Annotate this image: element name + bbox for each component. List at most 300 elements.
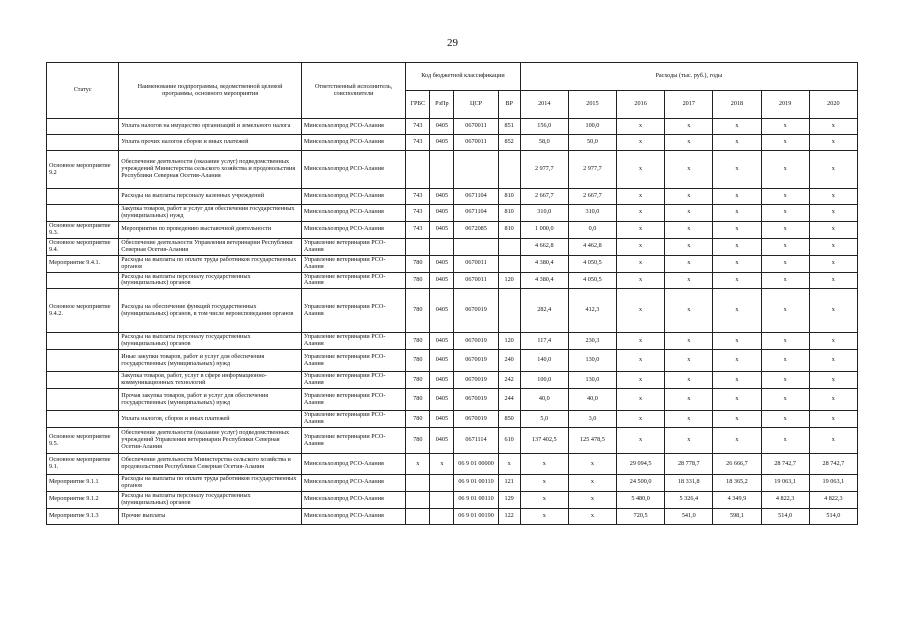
rzpr-cell: 0405 <box>430 428 454 454</box>
year-value-cell: x <box>617 189 665 205</box>
year-value-cell: 1 000,0 <box>520 221 568 238</box>
year-value-cell: x <box>809 333 857 350</box>
year-value-cell: x <box>617 205 665 222</box>
vr-cell: 120 <box>498 333 520 350</box>
year-value-cell: x <box>713 119 761 135</box>
year-value-cell: 230,3 <box>568 333 616 350</box>
rzpr-cell: 0405 <box>430 333 454 350</box>
vr-cell: 129 <box>498 491 520 508</box>
table-row <box>47 255 858 272</box>
rzpr-cell: 0405 <box>430 189 454 205</box>
name-cell: Обеспечение деятельности Министерства сельского хозяйства и продовольствия Республики Северная Осетия-Алания <box>119 454 302 475</box>
name-cell: Закупка товаров, работ, услуг в сфере информационно-коммуникационных технологий <box>119 372 302 389</box>
year-value-cell: 5,0 <box>520 411 568 428</box>
vr-cell: 120 <box>498 272 520 289</box>
year-value-cell: x <box>761 272 809 289</box>
year-value-cell: x <box>761 151 809 189</box>
year-value-cell: x <box>761 221 809 238</box>
rzpr-cell <box>430 238 454 255</box>
csr-cell: 0670011 <box>454 119 498 135</box>
responsible-cell: Минсельхозпрод РСО-Алания <box>301 205 405 222</box>
responsible-cell: Минсельхозпрод РСО-Алания <box>301 454 405 475</box>
name-cell: Прочая закупка товаров, работ и услуг для обеспечения государственных (муниципальных) нужд <box>119 389 302 411</box>
year-value-cell: x <box>713 272 761 289</box>
year-value-cell: 137 402,5 <box>520 428 568 454</box>
grbs-cell: 780 <box>406 372 430 389</box>
year-value-cell: x <box>568 454 616 475</box>
year-value-cell: 514,0 <box>809 508 857 524</box>
year-value-cell: x <box>665 221 713 238</box>
responsible-cell: Минсельхозпрод РСО-Алания <box>301 491 405 508</box>
year-value-cell: x <box>809 135 857 151</box>
year-value-cell: 412,3 <box>568 289 616 333</box>
vr-cell: 122 <box>498 508 520 524</box>
csr-cell: 0671104 <box>454 205 498 222</box>
year-value-cell: x <box>809 428 857 454</box>
year-value-cell: x <box>617 411 665 428</box>
grbs-cell: 780 <box>406 333 430 350</box>
header-year: 2018 <box>713 91 761 119</box>
rzpr-cell: x <box>430 454 454 475</box>
year-value-cell: 130,0 <box>568 372 616 389</box>
year-value-cell: x <box>761 255 809 272</box>
header-code-group: Код бюджетной классификации <box>406 63 520 91</box>
csr-cell: 06 9 01 00110 <box>454 491 498 508</box>
grbs-cell <box>406 151 430 189</box>
name-cell: Расходы на выплаты персоналу государственных (муниципальных) органов <box>119 272 302 289</box>
year-value-cell: x <box>617 255 665 272</box>
year-value-cell: x <box>520 454 568 475</box>
rzpr-cell: 0405 <box>430 135 454 151</box>
name-cell: Иные закупки товаров, работ и услуг для обеспечения государственных (муниципальных) нужд <box>119 350 302 372</box>
csr-cell: 0670011 <box>454 255 498 272</box>
responsible-cell: Управление ветеринарии РСО-Алания <box>301 238 405 255</box>
year-value-cell: x <box>713 428 761 454</box>
year-value-cell: x <box>665 372 713 389</box>
year-value-cell: 140,0 <box>520 350 568 372</box>
vr-cell: 121 <box>498 475 520 492</box>
year-value-cell: x <box>809 238 857 255</box>
responsible-cell: Минсельхозпрод РСО-Алания <box>301 221 405 238</box>
name-cell: Расходы на выплаты персоналу казенных учреждений <box>119 189 302 205</box>
status-cell <box>47 135 119 151</box>
year-value-cell: x <box>713 189 761 205</box>
year-value-cell: x <box>713 389 761 411</box>
name-cell: Закупка товаров, работ и услуг для обеспечения государственных (муниципальных) нужд <box>119 205 302 222</box>
year-value-cell: 130,0 <box>568 350 616 372</box>
year-value-cell: x <box>713 221 761 238</box>
grbs-cell <box>406 491 430 508</box>
name-cell: Прочие выплаты <box>119 508 302 524</box>
year-value-cell: 4 662,8 <box>520 238 568 255</box>
grbs-cell: 780 <box>406 289 430 333</box>
status-cell: Основное мероприятие 9.5. <box>47 428 119 454</box>
rzpr-cell: 0405 <box>430 350 454 372</box>
name-cell: Расходы на выплаты по оплате труда работников государственных органов <box>119 255 302 272</box>
csr-cell: 06 9 01 00110 <box>454 475 498 492</box>
year-value-cell: x <box>761 238 809 255</box>
rzpr-cell: 0405 <box>430 221 454 238</box>
table-body <box>47 119 858 525</box>
year-value-cell: x <box>761 428 809 454</box>
year-value-cell: x <box>568 491 616 508</box>
year-value-cell: x <box>665 350 713 372</box>
csr-cell: 0670019 <box>454 350 498 372</box>
grbs-cell <box>406 238 430 255</box>
year-value-cell: 4 050,5 <box>568 272 616 289</box>
vr-cell: 242 <box>498 372 520 389</box>
table-row <box>47 135 858 151</box>
year-value-cell: 100,0 <box>520 372 568 389</box>
vr-cell: x <box>498 454 520 475</box>
csr-cell: 0670019 <box>454 289 498 333</box>
year-value-cell: x <box>568 508 616 524</box>
csr-cell <box>454 238 498 255</box>
year-value-cell: x <box>809 372 857 389</box>
year-value-cell: x <box>665 411 713 428</box>
year-value-cell: 2 667,7 <box>568 189 616 205</box>
vr-cell: 610 <box>498 428 520 454</box>
status-cell <box>47 205 119 222</box>
year-value-cell: x <box>665 135 713 151</box>
year-value-cell: 282,4 <box>520 289 568 333</box>
name-cell: Уплата налогов на имущество организаций и земельного налога <box>119 119 302 135</box>
year-value-cell: x <box>665 189 713 205</box>
year-value-cell: x <box>665 151 713 189</box>
responsible-cell: Минсельхозпрод РСО-Алания <box>301 151 405 189</box>
year-value-cell: 24 500,0 <box>617 475 665 492</box>
csr-cell: 0670011 <box>454 272 498 289</box>
name-cell: Обеспечение деятельности (оказание услуг) подведомственных учреждений Управления ветеринарии Республики Северная Осетия-Алания <box>119 428 302 454</box>
year-value-cell: x <box>809 255 857 272</box>
csr-cell: 0670019 <box>454 333 498 350</box>
year-value-cell: x <box>713 238 761 255</box>
year-value-cell: 29 094,5 <box>617 454 665 475</box>
year-value-cell: 310,0 <box>568 205 616 222</box>
header-csr: ЦСР <box>454 91 498 119</box>
year-value-cell: x <box>713 255 761 272</box>
responsible-cell: Минсельхозпрод РСО-Алания <box>301 508 405 524</box>
rzpr-cell: 0405 <box>430 205 454 222</box>
year-value-cell: 720,5 <box>617 508 665 524</box>
rzpr-cell: 0405 <box>430 411 454 428</box>
year-value-cell: 18 331,8 <box>665 475 713 492</box>
responsible-cell: Управление ветеринарии РСО-Алания <box>301 272 405 289</box>
year-value-cell: x <box>761 205 809 222</box>
year-value-cell: 4 349,9 <box>713 491 761 508</box>
status-cell <box>47 350 119 372</box>
csr-cell: 0671114 <box>454 428 498 454</box>
responsible-cell: Управление ветеринарии РСО-Алания <box>301 350 405 372</box>
grbs-cell: 780 <box>406 255 430 272</box>
status-cell: Мероприятие 9.1.1 <box>47 475 119 492</box>
year-value-cell: x <box>617 238 665 255</box>
status-cell: Основное мероприятие 9.2 <box>47 151 119 189</box>
table-row <box>47 372 858 389</box>
year-value-cell: 514,0 <box>761 508 809 524</box>
responsible-cell: Управление ветеринарии РСО-Алания <box>301 333 405 350</box>
csr-cell: 06 9 01 00190 <box>454 508 498 524</box>
year-value-cell: x <box>809 205 857 222</box>
grbs-cell: 743 <box>406 221 430 238</box>
year-value-cell: x <box>520 508 568 524</box>
year-value-cell: x <box>809 151 857 189</box>
table-row <box>47 475 858 492</box>
year-value-cell: 4 822,3 <box>809 491 857 508</box>
year-value-cell: x <box>713 205 761 222</box>
year-value-cell: 2 977,7 <box>568 151 616 189</box>
rzpr-cell: 0405 <box>430 372 454 389</box>
year-value-cell: x <box>761 135 809 151</box>
year-value-cell: x <box>617 389 665 411</box>
header-year: 2017 <box>665 91 713 119</box>
year-value-cell: x <box>568 475 616 492</box>
header-expense-group: Расходы (тыс. руб.), годы <box>520 63 857 91</box>
grbs-cell: 780 <box>406 350 430 372</box>
responsible-cell: Управление ветеринарии РСО-Алания <box>301 411 405 428</box>
rzpr-cell <box>430 475 454 492</box>
csr-cell: 0670019 <box>454 372 498 389</box>
year-value-cell: 40,0 <box>520 389 568 411</box>
status-cell: Основное мероприятие 9.4.2. <box>47 289 119 333</box>
rzpr-cell <box>430 151 454 189</box>
year-value-cell: x <box>665 333 713 350</box>
vr-cell: 851 <box>498 119 520 135</box>
year-value-cell: 58,0 <box>520 135 568 151</box>
year-value-cell: 100,0 <box>568 119 616 135</box>
year-value-cell: 4 380,4 <box>520 272 568 289</box>
vr-cell: 810 <box>498 221 520 238</box>
year-value-cell: x <box>761 333 809 350</box>
year-value-cell: 2 977,7 <box>520 151 568 189</box>
csr-cell: 0670019 <box>454 411 498 428</box>
rzpr-cell: 0405 <box>430 289 454 333</box>
vr-cell: 850 <box>498 411 520 428</box>
year-value-cell: 40,0 <box>568 389 616 411</box>
year-value-cell: x <box>665 238 713 255</box>
name-cell: Расходы на выплаты персоналу государственных (муниципальных) органов <box>119 491 302 508</box>
year-value-cell: x <box>809 272 857 289</box>
status-cell <box>47 272 119 289</box>
year-value-cell: 28 778,7 <box>665 454 713 475</box>
responsible-cell: Минсельхозпрод РСО-Алания <box>301 119 405 135</box>
responsible-cell: Управление ветеринарии РСО-Алания <box>301 255 405 272</box>
grbs-cell: 780 <box>406 272 430 289</box>
status-cell <box>47 389 119 411</box>
year-value-cell: x <box>617 372 665 389</box>
rzpr-cell <box>430 508 454 524</box>
responsible-cell: Управление ветеринарии РСО-Алания <box>301 289 405 333</box>
responsible-cell: Управление ветеринарии РСО-Алания <box>301 428 405 454</box>
year-value-cell: x <box>809 189 857 205</box>
responsible-cell: Минсельхозпрод РСО-Алания <box>301 475 405 492</box>
year-value-cell: x <box>809 389 857 411</box>
year-value-cell: x <box>761 350 809 372</box>
grbs-cell: 780 <box>406 389 430 411</box>
year-value-cell: 18 365,2 <box>713 475 761 492</box>
csr-cell: 0670011 <box>454 135 498 151</box>
header-rzpr: РзПр <box>430 91 454 119</box>
table-row <box>47 221 858 238</box>
header-year: 2019 <box>761 91 809 119</box>
name-cell: Обеспечение деятельности (оказание услуг) подведомственных учреждений Министерства сельского хозяйства и продовольствия Республики Северная Осетия-Алания <box>119 151 302 189</box>
table-row <box>47 205 858 222</box>
csr-cell: 06 9 01 00000 <box>454 454 498 475</box>
header-vr: ВР <box>498 91 520 119</box>
responsible-cell: Управление ветеринарии РСО-Алания <box>301 389 405 411</box>
rzpr-cell: 0405 <box>430 255 454 272</box>
table-row <box>47 491 858 508</box>
name-cell: Расходы на выплаты персоналу государственных (муниципальных) органов <box>119 333 302 350</box>
table-row <box>47 151 858 189</box>
year-value-cell: 310,0 <box>520 205 568 222</box>
year-value-cell: x <box>665 205 713 222</box>
year-value-cell: x <box>713 289 761 333</box>
table-row <box>47 428 858 454</box>
table-row <box>47 508 858 524</box>
year-value-cell: x <box>809 119 857 135</box>
table-row <box>47 289 858 333</box>
year-value-cell: 28 742,7 <box>809 454 857 475</box>
year-value-cell: 4 050,5 <box>568 255 616 272</box>
grbs-cell: 780 <box>406 411 430 428</box>
year-value-cell: x <box>665 272 713 289</box>
responsible-cell: Минсельхозпрод РСО-Алания <box>301 135 405 151</box>
year-value-cell: x <box>617 151 665 189</box>
table-row <box>47 238 858 255</box>
grbs-cell: x <box>406 454 430 475</box>
year-value-cell: x <box>713 411 761 428</box>
header-grbs: ГРБС <box>406 91 430 119</box>
year-value-cell: x <box>617 350 665 372</box>
status-cell: Основное мероприятие 9.1. <box>47 454 119 475</box>
year-value-cell: x <box>713 333 761 350</box>
year-value-cell: x <box>617 333 665 350</box>
year-value-cell: x <box>761 189 809 205</box>
year-value-cell: x <box>520 491 568 508</box>
grbs-cell: 743 <box>406 189 430 205</box>
header-year: 2016 <box>617 91 665 119</box>
year-value-cell: 4 462,8 <box>568 238 616 255</box>
header-year: 2014 <box>520 91 568 119</box>
vr-cell <box>498 238 520 255</box>
header-status: Статус <box>47 63 119 119</box>
header-name: Наименование подпрограммы, ведомственной целевой программы, основного мероприятия <box>119 63 302 119</box>
year-value-cell: 19 063,1 <box>761 475 809 492</box>
status-cell: Мероприятие 9.1.3 <box>47 508 119 524</box>
rzpr-cell: 0405 <box>430 389 454 411</box>
year-value-cell: x <box>713 135 761 151</box>
year-value-cell: 5 480,0 <box>617 491 665 508</box>
year-value-cell: 19 063,1 <box>809 475 857 492</box>
name-cell: Обеспечение деятельности Управления ветеринарии Республики Северная Осетия-Алания <box>119 238 302 255</box>
status-cell <box>47 189 119 205</box>
table-row <box>47 350 858 372</box>
year-value-cell: 125 478,5 <box>568 428 616 454</box>
rzpr-cell: 0405 <box>430 119 454 135</box>
year-value-cell: 2 667,7 <box>520 189 568 205</box>
year-value-cell: x <box>665 255 713 272</box>
year-value-cell: 0,0 <box>568 221 616 238</box>
table-row <box>47 119 858 135</box>
csr-cell <box>454 151 498 189</box>
year-value-cell: x <box>617 119 665 135</box>
rzpr-cell: 0405 <box>430 272 454 289</box>
name-cell: Расходы на выплаты по оплате труда работников государственных органов <box>119 475 302 492</box>
year-value-cell: x <box>761 372 809 389</box>
year-value-cell: x <box>761 289 809 333</box>
year-value-cell: x <box>665 428 713 454</box>
grbs-cell: 780 <box>406 428 430 454</box>
csr-cell: 0672085 <box>454 221 498 238</box>
table-row <box>47 389 858 411</box>
status-cell: Основное мероприятие 9.4. <box>47 238 119 255</box>
year-value-cell: 156,0 <box>520 119 568 135</box>
page-number: 29 <box>447 37 458 49</box>
year-value-cell: 541,0 <box>665 508 713 524</box>
status-cell <box>47 333 119 350</box>
status-cell <box>47 411 119 428</box>
grbs-cell: 743 <box>406 205 430 222</box>
budget-table <box>46 62 858 525</box>
year-value-cell: x <box>617 428 665 454</box>
vr-cell <box>498 151 520 189</box>
vr-cell: 852 <box>498 135 520 151</box>
year-value-cell: 3,0 <box>568 411 616 428</box>
year-value-cell: x <box>809 411 857 428</box>
csr-cell: 0671104 <box>454 189 498 205</box>
year-value-cell: x <box>713 151 761 189</box>
status-cell: Мероприятие 9.4.1. <box>47 255 119 272</box>
year-value-cell: x <box>809 350 857 372</box>
year-value-cell: 26 666,7 <box>713 454 761 475</box>
vr-cell: 244 <box>498 389 520 411</box>
name-cell: Уплата налогов, сборов и иных платежей <box>119 411 302 428</box>
vr-cell: 810 <box>498 189 520 205</box>
year-value-cell: x <box>520 475 568 492</box>
year-value-cell: x <box>617 289 665 333</box>
table-row <box>47 333 858 350</box>
responsible-cell: Минсельхозпрод РСО-Алания <box>301 189 405 205</box>
year-value-cell: x <box>713 350 761 372</box>
year-value-cell: x <box>665 289 713 333</box>
year-value-cell: x <box>665 119 713 135</box>
grbs-cell <box>406 508 430 524</box>
year-value-cell: 117,4 <box>520 333 568 350</box>
grbs-cell: 743 <box>406 135 430 151</box>
vr-cell: 810 <box>498 205 520 222</box>
table-row <box>47 454 858 475</box>
year-value-cell: 5 326,4 <box>665 491 713 508</box>
year-value-cell: x <box>761 411 809 428</box>
vr-cell: 240 <box>498 350 520 372</box>
table-header-row <box>47 63 858 91</box>
year-value-cell: x <box>809 221 857 238</box>
status-cell: Основное мероприятие 9.3. <box>47 221 119 238</box>
year-value-cell: 28 742,7 <box>761 454 809 475</box>
year-value-cell: x <box>713 372 761 389</box>
grbs-cell <box>406 475 430 492</box>
year-value-cell: x <box>617 221 665 238</box>
status-cell <box>47 372 119 389</box>
status-cell: Мероприятие 9.1.2 <box>47 491 119 508</box>
header-year: 2015 <box>568 91 616 119</box>
year-value-cell: x <box>761 119 809 135</box>
rzpr-cell <box>430 491 454 508</box>
table-row <box>47 272 858 289</box>
year-value-cell: x <box>809 289 857 333</box>
table-row <box>47 189 858 205</box>
